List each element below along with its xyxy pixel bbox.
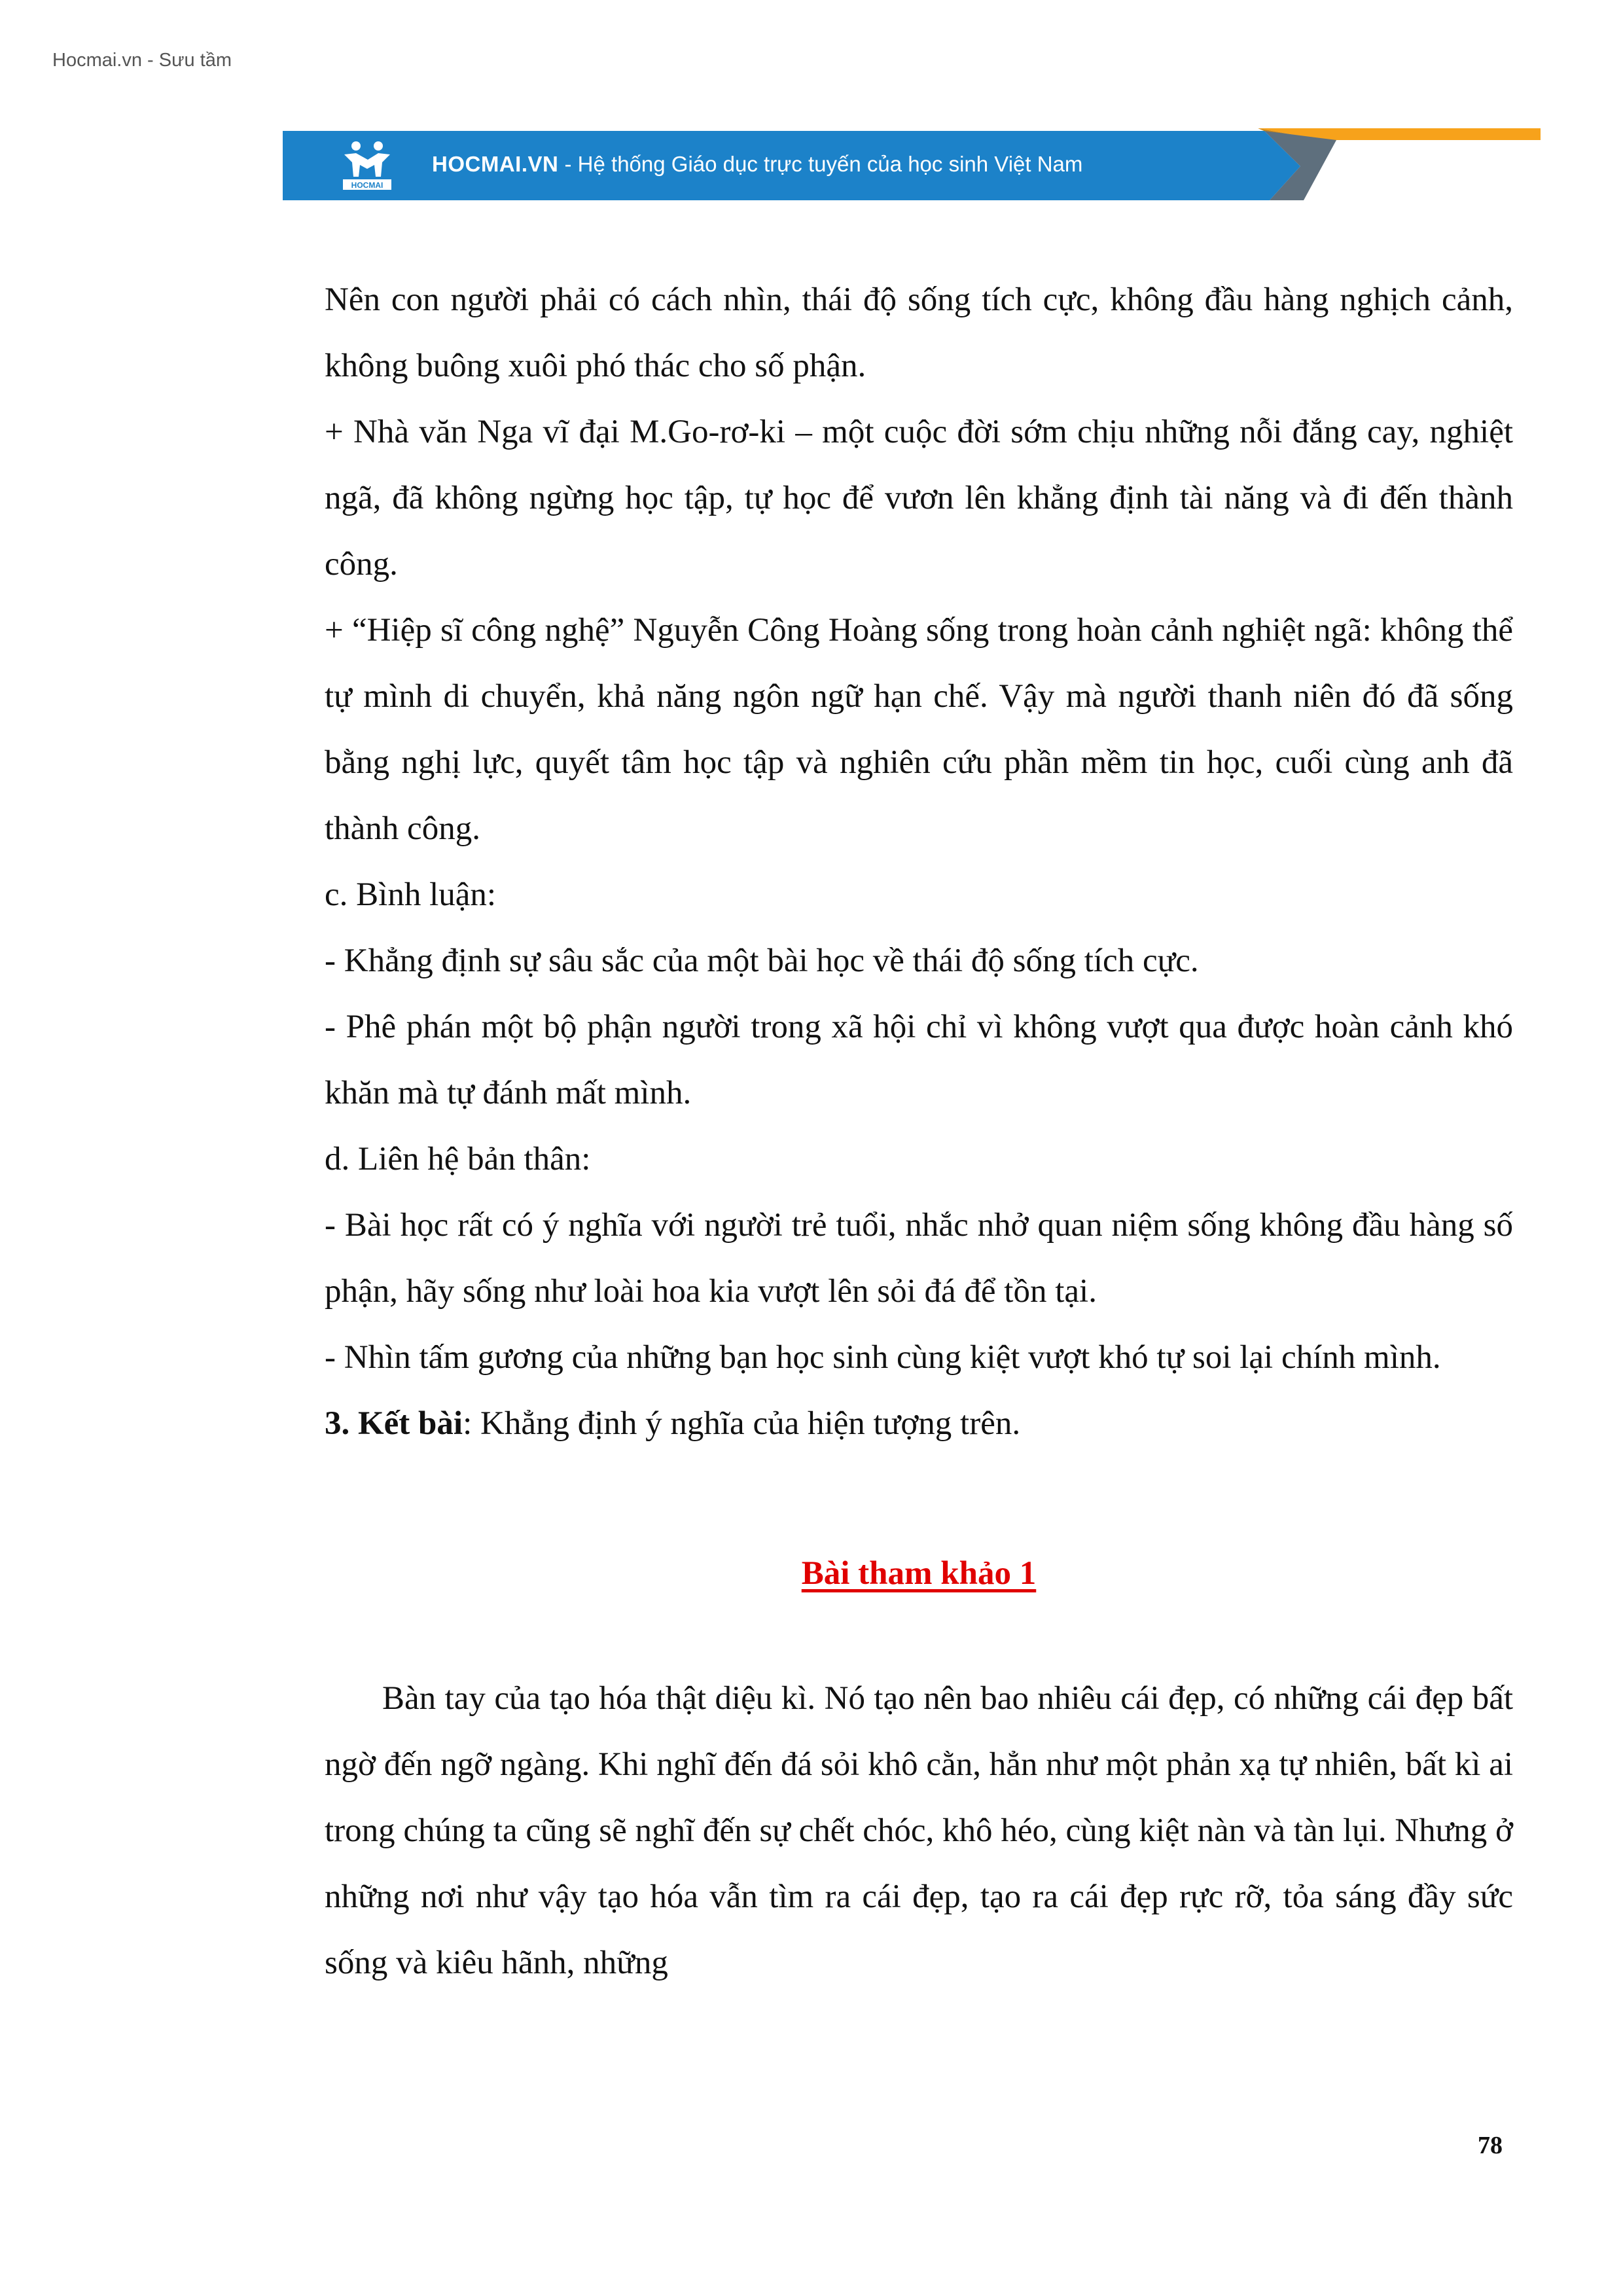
source-note: Hocmai.vn - Sưu tầm xyxy=(52,50,232,71)
paragraph: - Khẳng định sự sâu sắc của một bài học về thái độ sống tích cực. xyxy=(325,942,1199,979)
banner-tagline: - Hệ thống Giáo dục trực tuyến của học sinh Việt Nam xyxy=(558,152,1083,176)
banner-text xyxy=(432,152,1082,177)
paragraph: - Nhìn tấm gương của những bạn học sinh cùng kiệt vượt khó tự soi lại chính mình. xyxy=(325,1339,1441,1376)
paragraph: - Bài học rất có ý nghĩa với người trẻ tuổi, nhắc nhở quan niệm sống không đầu hàng số phận, hãy sống như loài hoa kia vượt lên sỏi đá để tồn tại. xyxy=(325,1207,1513,1310)
brand-name: HOCMAI.VN xyxy=(432,152,559,176)
section-heading: Bài tham khảo 1 xyxy=(801,1555,1037,1592)
ket-bai-text: : Khẳng định ý nghĩa của hiện tượng trên. xyxy=(463,1405,1021,1442)
header-banner xyxy=(283,128,1541,200)
ket-bai-label: 3. Kết bài xyxy=(325,1405,463,1442)
paragraph: + “Hiệp sĩ công nghệ” Nguyễn Công Hoàng sống trong hoàn cảnh nghiệt ngã: không thể tự mình di chuyển, khả năng ngôn ngữ hạn chế. Vậy mà người thanh niên đó đã sống bằng nghị lực, quyết tâm học tập và nghiên cứu phần mềm tin học, cuối cùng anh đã thành công. xyxy=(325,612,1513,847)
page-number: 78 xyxy=(1478,2132,1503,2159)
paragraph-ket-bai xyxy=(325,1391,1513,1457)
document-body xyxy=(325,267,1513,1996)
paragraph: Nên con người phải có cách nhìn, thái độ sống tích cực, không đầu hàng nghịch cảnh, không buông xuôi phó thác cho số phận. xyxy=(325,281,1513,384)
logo-caption: HOCMAI xyxy=(351,181,383,190)
paragraph: + Nhà văn Nga vĩ đại M.Go-rơ-ki – một cuộc đời sớm chịu những nỗi đắng cay, nghiệt ngã, đã không ngừng học tập, tự học để vươn lên khẳng định tài năng và đi đến thành công. xyxy=(325,414,1513,583)
paragraph: Bàn tay của tạo hóa thật diệu kì. Nó tạo nên bao nhiêu cái đẹp, có những cái đẹp bất ngờ đến ngỡ ngàng. Khi nghĩ đến đá sỏi khô cằn, hẳn như một phản xạ tự nhiên, bất kì ai trong chúng ta cũng sẽ nghĩ đến sự chết chóc, khô héo, cùng kiệt nàn và tàn lụi. Nhưng ở những nơi như vậy tạo hóa vẫn tìm ra cái đẹp, tạo ra cái đẹp rực rỡ, tỏa sáng đầy sức sống và kiêu hãnh, những xyxy=(325,1680,1513,1981)
paragraph: - Phê phán một bộ phận người trong xã hội chỉ vì không vượt qua được hoàn cảnh khó khăn mà tự đánh mất mình. xyxy=(325,1009,1513,1111)
hocmai-logo-icon xyxy=(340,140,394,191)
subheading-lien-he: d. Liên hệ bản thân: xyxy=(325,1141,591,1177)
subheading-binh-luan: c. Bình luận: xyxy=(325,876,497,913)
